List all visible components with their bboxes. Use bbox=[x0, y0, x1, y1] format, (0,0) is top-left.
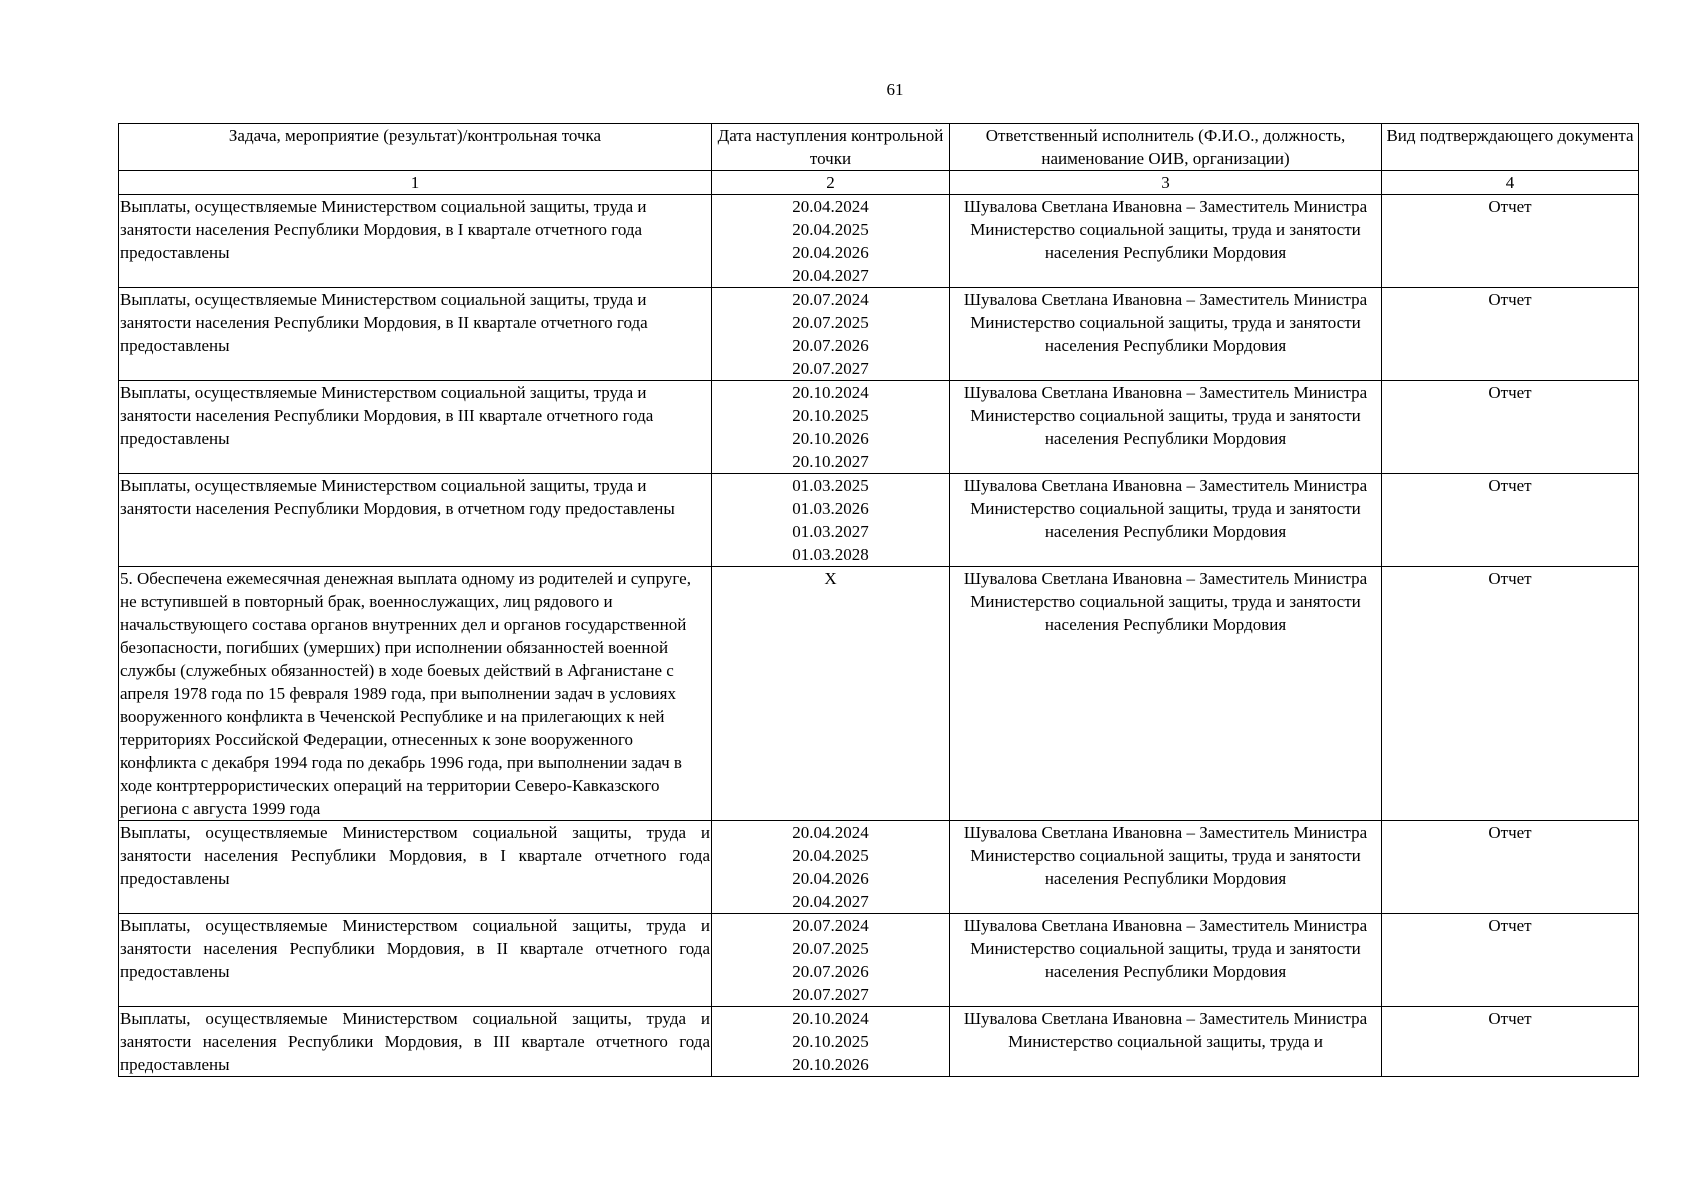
document-type-cell: Отчет bbox=[1382, 914, 1639, 1007]
responsible-cell bbox=[950, 381, 1382, 474]
control-date: 20.07.2025 bbox=[792, 313, 869, 332]
document-type-cell: Отчет bbox=[1382, 288, 1639, 381]
table-row bbox=[119, 914, 1639, 1007]
control-date: 20.04.2025 bbox=[792, 220, 869, 239]
table-row bbox=[119, 288, 1639, 381]
document-type-cell: Отчет bbox=[1382, 381, 1639, 474]
control-date: 20.04.2026 bbox=[792, 869, 869, 888]
responsible-person: Шувалова Светлана Ивановна – Заместитель Министра bbox=[963, 916, 1368, 935]
control-date: 01.03.2025 bbox=[792, 476, 869, 495]
responsible-organization: Министерство социальной защиты, труда и занятости населения Республики Мордовия bbox=[970, 406, 1361, 448]
column-number: 2 bbox=[712, 171, 950, 195]
header-task: Задача, мероприятие (результат)/контрольная точка bbox=[119, 124, 712, 171]
responsible-organization: Министерство социальной защиты, труда и занятости населения Республики Мордовия bbox=[970, 592, 1361, 634]
page-number: 61 bbox=[886, 80, 904, 99]
table-row bbox=[119, 1007, 1639, 1077]
control-date: 20.07.2026 bbox=[792, 336, 869, 355]
document-type-cell: Отчет bbox=[1382, 474, 1639, 567]
date-cell bbox=[712, 1007, 950, 1077]
control-date: 20.07.2027 bbox=[792, 359, 869, 378]
control-date: 20.10.2025 bbox=[792, 406, 869, 425]
header-date: Дата наступления контрольной точки bbox=[712, 124, 950, 171]
responsible-person: Шувалова Светлана Ивановна – Заместитель Министра bbox=[963, 383, 1368, 402]
document-type-cell: Отчет bbox=[1382, 821, 1639, 914]
date-cell bbox=[712, 195, 950, 288]
responsible-cell bbox=[950, 567, 1382, 821]
table-row bbox=[119, 381, 1639, 474]
column-number: 4 bbox=[1382, 171, 1639, 195]
control-points-table bbox=[118, 123, 1639, 1077]
table-body bbox=[119, 195, 1639, 1077]
task-cell: Выплаты, осуществляемые Министерством социальной защиты, труда и занятости населения Республики Мордовия, в I квартале отчетного года предоставлены bbox=[119, 821, 712, 914]
responsible-organization: Министерство социальной защиты, труда и занятости населения Республики Мордовия bbox=[970, 846, 1361, 888]
table-row bbox=[119, 474, 1639, 567]
control-date: 20.04.2025 bbox=[792, 846, 869, 865]
date-cell bbox=[712, 821, 950, 914]
task-cell: Выплаты, осуществляемые Министерством социальной защиты, труда и занятости населения Республики Мордовия, в III квартале отчетного года предоставлены bbox=[119, 381, 712, 474]
responsible-person: Шувалова Светлана Ивановна – Заместитель Министра bbox=[963, 197, 1368, 216]
control-date: 20.10.2026 bbox=[792, 1055, 869, 1074]
table-row bbox=[119, 195, 1639, 288]
task-cell: Выплаты, осуществляемые Министерством социальной защиты, труда и занятости населения Республики Мордовия, в III квартале отчетного года предоставлены bbox=[119, 1007, 712, 1077]
task-cell: Выплаты, осуществляемые Министерством социальной защиты, труда и занятости населения Республики Мордовия, в I квартале отчетного года предоставлены bbox=[119, 195, 712, 288]
column-number: 1 bbox=[119, 171, 712, 195]
control-date: 20.07.2024 bbox=[792, 916, 869, 935]
date-cell bbox=[712, 288, 950, 381]
control-date: 20.10.2024 bbox=[792, 1009, 869, 1028]
responsible-cell bbox=[950, 1007, 1382, 1077]
task-cell: Выплаты, осуществляемые Министерством социальной защиты, труда и занятости населения Республики Мордовия, в отчетном году предоставлены bbox=[119, 474, 712, 567]
control-date: 01.03.2027 bbox=[792, 522, 869, 541]
control-date: 20.07.2025 bbox=[792, 939, 869, 958]
header-row bbox=[119, 124, 1639, 171]
header-responsible: Ответственный исполнитель (Ф.И.О., должность, наименование ОИВ, организации) bbox=[950, 124, 1382, 171]
control-date: Х bbox=[824, 569, 837, 588]
responsible-organization: Министерство социальной защиты, труда и bbox=[1008, 1032, 1323, 1051]
column-number-row bbox=[119, 171, 1639, 195]
date-cell bbox=[712, 567, 950, 821]
responsible-organization: Министерство социальной защиты, труда и занятости населения Республики Мордовия bbox=[970, 220, 1361, 262]
control-date: 20.04.2026 bbox=[792, 243, 869, 262]
responsible-cell bbox=[950, 914, 1382, 1007]
table-row bbox=[119, 567, 1639, 821]
task-cell: Выплаты, осуществляемые Министерством социальной защиты, труда и занятости населения Республики Мордовия, в II квартале отчетного года предоставлены bbox=[119, 914, 712, 1007]
responsible-person: Шувалова Светлана Ивановна – Заместитель Министра bbox=[963, 290, 1368, 309]
control-date: 20.04.2027 bbox=[792, 892, 869, 911]
responsible-cell bbox=[950, 474, 1382, 567]
document-type-cell: Отчет bbox=[1382, 195, 1639, 288]
date-cell bbox=[712, 474, 950, 567]
control-date: 20.04.2024 bbox=[792, 823, 869, 842]
header-document-type: Вид подтверждающего документа bbox=[1382, 124, 1639, 171]
control-date: 20.04.2024 bbox=[792, 197, 869, 216]
responsible-organization: Министерство социальной защиты, труда и занятости населения Республики Мордовия bbox=[970, 313, 1361, 355]
control-date: 20.10.2025 bbox=[792, 1032, 869, 1051]
responsible-person: Шувалова Светлана Ивановна – Заместитель Министра bbox=[963, 476, 1368, 495]
document-type-cell: Отчет bbox=[1382, 567, 1639, 821]
responsible-person: Шувалова Светлана Ивановна – Заместитель Министра bbox=[963, 1009, 1368, 1028]
column-number: 3 bbox=[950, 171, 1382, 195]
control-date: 20.10.2027 bbox=[792, 452, 869, 471]
control-date: 20.07.2024 bbox=[792, 290, 869, 309]
control-date: 20.10.2026 bbox=[792, 429, 869, 448]
control-date: 20.04.2027 bbox=[792, 266, 869, 285]
task-cell: Выплаты, осуществляемые Министерством социальной защиты, труда и занятости населения Республики Мордовия, в II квартале отчетного года предоставлены bbox=[119, 288, 712, 381]
responsible-cell bbox=[950, 821, 1382, 914]
control-date: 20.07.2026 bbox=[792, 962, 869, 981]
responsible-cell bbox=[950, 195, 1382, 288]
responsible-organization: Министерство социальной защиты, труда и занятости населения Республики Мордовия bbox=[970, 939, 1361, 981]
responsible-person: Шувалова Светлана Ивановна – Заместитель Министра bbox=[963, 569, 1368, 588]
control-date: 20.10.2024 bbox=[792, 383, 869, 402]
date-cell bbox=[712, 381, 950, 474]
date-cell bbox=[712, 914, 950, 1007]
control-date: 01.03.2026 bbox=[792, 499, 869, 518]
table-row bbox=[119, 821, 1639, 914]
control-date: 01.03.2028 bbox=[792, 545, 869, 564]
responsible-cell bbox=[950, 288, 1382, 381]
responsible-person: Шувалова Светлана Ивановна – Заместитель Министра bbox=[963, 823, 1368, 842]
control-date: 20.07.2027 bbox=[792, 985, 869, 1004]
responsible-organization: Министерство социальной защиты, труда и занятости населения Республики Мордовия bbox=[970, 499, 1361, 541]
document-type-cell: Отчет bbox=[1382, 1007, 1639, 1077]
task-cell: 5. Обеспечена ежемесячная денежная выплата одному из родителей и супруге, не вступившей в повторный брак, военнослужащих, лиц рядового и начальствующего состава органов внутренних дел и органов государственной безопасности, погибших (умерших) при исполнении обязанностей военной службы (служебных обязанностей) в ходе боевых действий в Афганистане с апреля 1978 года по 15 февраля 1989 года, при выполнении задач в условиях вооруженного конфликта в Чеченской Республике и на прилегающих к ней территориях Российской Федерации, отнесенных к зоне вооруженного конфликта с декабря 1994 года по декабрь 1996 года, при выполнении задач в ходе контртеррористических операций на территории Северо-Кавказского региона с августа 1999 года bbox=[119, 567, 712, 821]
